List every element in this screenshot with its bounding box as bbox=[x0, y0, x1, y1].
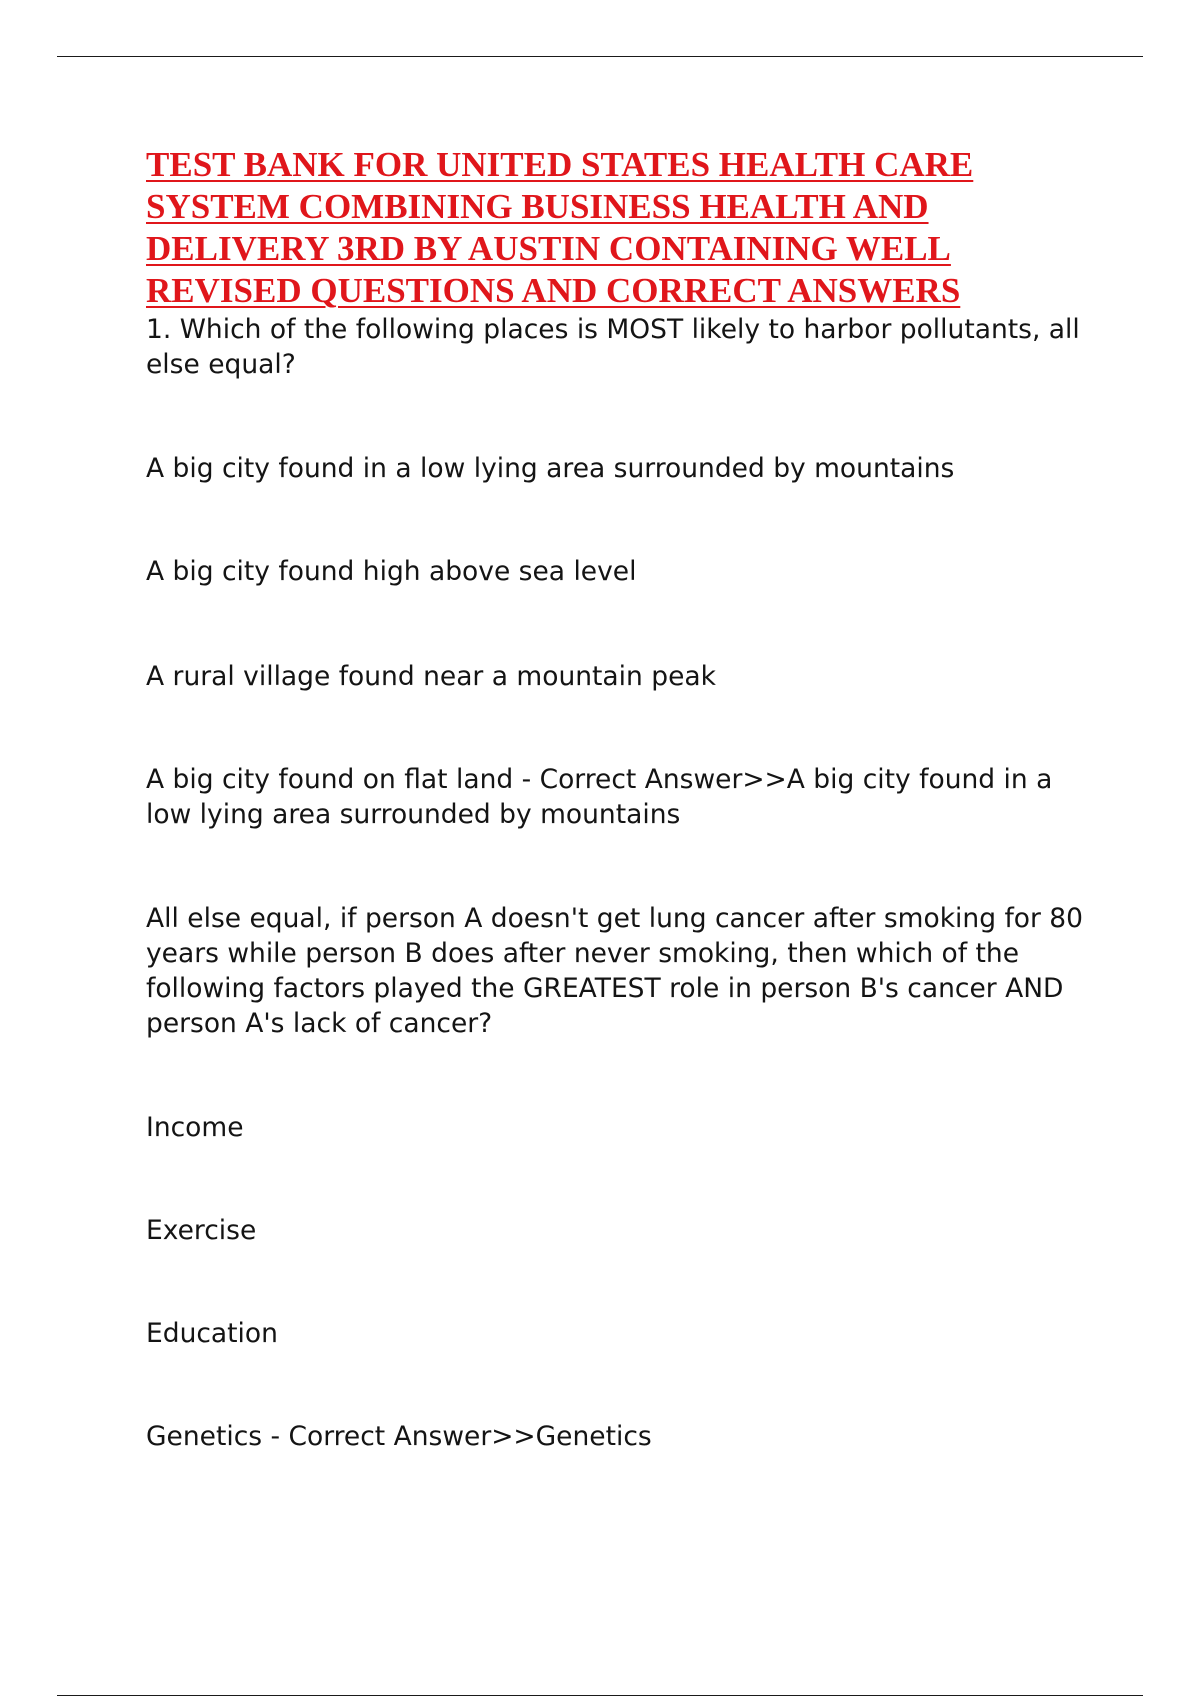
question-1-option-d-answer: A big city found on flat land - Correct Answer>>A big city found in a low lying area surrounded by mountains bbox=[146, 764, 1053, 830]
document-title: TEST BANK FOR UNITED STATES HEALTH CARE SYSTEM COMBINING BUSINESS HEALTH AND DELIVERY 3RD BY AUSTIN CONTAINING WELL REVISED QUESTIONS AND CORRECT ANSWERS bbox=[146, 145, 974, 310]
question-1-option-c: A rural village found near a mountain peak bbox=[146, 661, 716, 692]
question-2-option-c: Education bbox=[146, 1318, 278, 1349]
question-2-option-d-answer: Genetics - Correct Answer>>Genetics bbox=[146, 1421, 652, 1452]
question-1-text: 1. Which of the following places is MOST likely to harbor pollutants, all else equal? bbox=[146, 314, 1080, 380]
question-1-option-a: A big city found in a low lying area surrounded by mountains bbox=[146, 453, 955, 484]
question-2-text: All else equal, if person A doesn't get lung cancer after smoking for 80 years while person B does after never smoking, then which of the following factors played the GREATEST role in person B's cancer AND person A's lack of cancer? bbox=[146, 903, 1084, 1039]
header-rule bbox=[57, 56, 1143, 57]
page-content bbox=[146, 144, 1106, 1454]
question-1-option-b: A big city found high above sea level bbox=[146, 556, 637, 587]
question-2-option-a: Income bbox=[146, 1112, 244, 1143]
footer-rule bbox=[57, 1695, 1143, 1696]
question-2-option-b: Exercise bbox=[146, 1215, 257, 1246]
